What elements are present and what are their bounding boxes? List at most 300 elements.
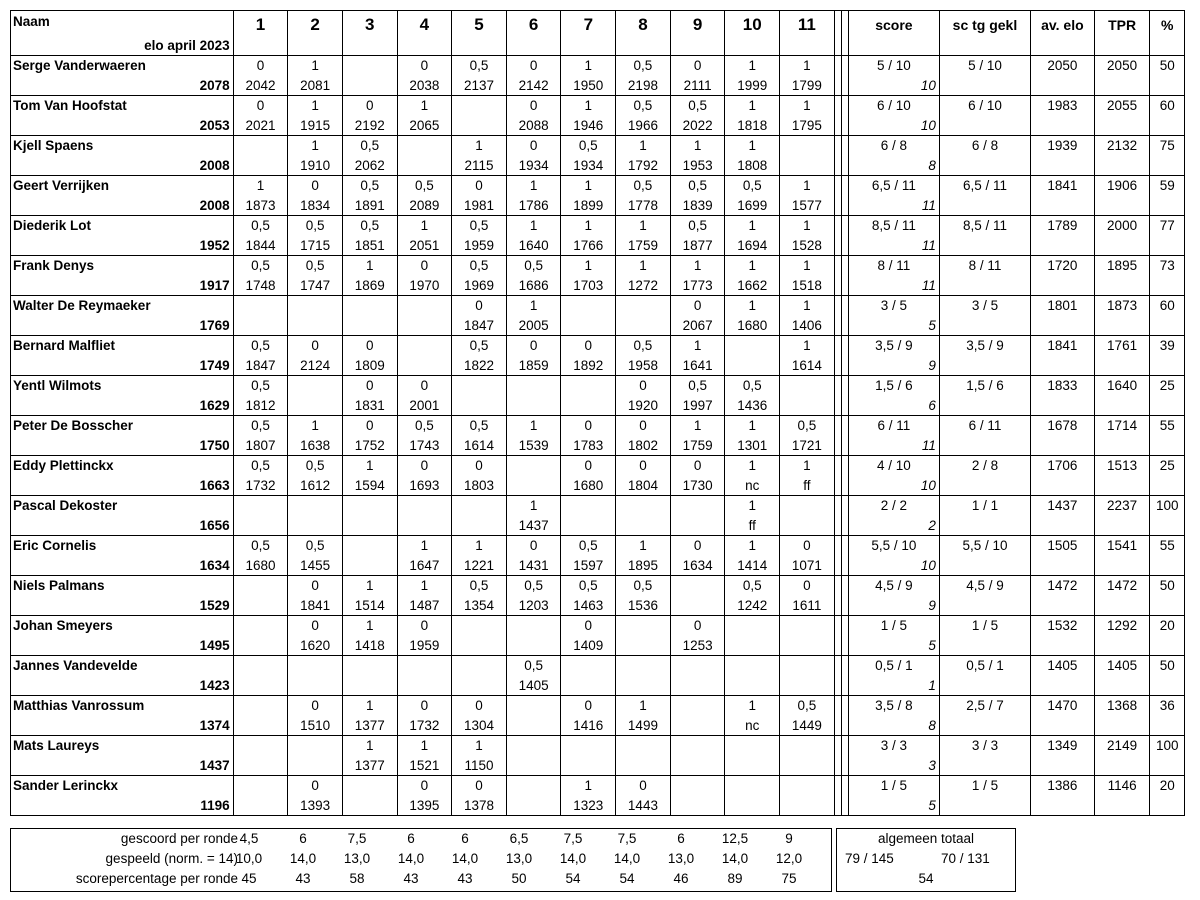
tpr-value: 1873 bbox=[1107, 298, 1138, 313]
summary-value: 50 bbox=[511, 871, 527, 886]
round-summary bbox=[10, 828, 832, 892]
opponent-elo: 1743 bbox=[409, 438, 440, 453]
round-result-cell bbox=[342, 496, 397, 536]
pct-cell bbox=[1150, 336, 1185, 376]
player-elo: 1656 bbox=[199, 518, 230, 533]
round-result-cell bbox=[397, 736, 452, 776]
round-result: 0 bbox=[693, 458, 702, 473]
round-result: 0,5 bbox=[305, 538, 325, 553]
round-result: 0 bbox=[475, 178, 483, 193]
round-result: 1 bbox=[584, 58, 593, 73]
header-row bbox=[11, 11, 1185, 56]
round-result: 1 bbox=[693, 418, 702, 433]
opponent-elo: 1792 bbox=[627, 158, 658, 173]
round-result-cell bbox=[780, 296, 835, 336]
round-result: 0,5 bbox=[305, 458, 325, 473]
round-result-cell bbox=[288, 416, 343, 456]
opponent-elo: 1818 bbox=[737, 118, 768, 133]
pct-value: 50 bbox=[1159, 578, 1175, 593]
tpr-value: 2149 bbox=[1107, 738, 1138, 753]
tpr-header: TPR bbox=[1094, 11, 1150, 56]
av-elo-value: 1470 bbox=[1047, 698, 1078, 713]
round-result-cell bbox=[561, 296, 616, 336]
opponent-elo: 1393 bbox=[300, 798, 331, 813]
round-result-cell bbox=[342, 576, 397, 616]
round-result-cell bbox=[233, 696, 288, 736]
round-result: 0,5 bbox=[414, 418, 434, 433]
sc-tg-value: 8 / 11 bbox=[968, 258, 1002, 273]
pct-cell bbox=[1150, 96, 1185, 136]
tpr-cell bbox=[1094, 536, 1150, 576]
games-played: 5 bbox=[928, 318, 936, 333]
round-result-cell bbox=[725, 56, 780, 96]
round-header: 7 bbox=[561, 11, 616, 56]
pct-value: 39 bbox=[1159, 338, 1175, 353]
games-played: 8 bbox=[928, 718, 936, 733]
score-cell bbox=[848, 536, 939, 576]
opponent-elo: 1694 bbox=[737, 238, 768, 253]
round-result-cell bbox=[616, 616, 671, 656]
round-result-cell bbox=[233, 656, 288, 696]
player-cell bbox=[11, 176, 234, 216]
opponent-elo: 1647 bbox=[409, 558, 440, 573]
games-played: 3 bbox=[928, 758, 936, 773]
round-result: 1 bbox=[639, 138, 647, 153]
score-cell bbox=[848, 616, 939, 656]
player-elo: 1423 bbox=[199, 678, 230, 693]
round-result: 0,5 bbox=[742, 578, 762, 593]
opponent-elo: 1221 bbox=[464, 558, 495, 573]
round-result: 1 bbox=[584, 178, 593, 193]
opponent-elo: 1431 bbox=[518, 558, 549, 573]
av-elo-value: 1505 bbox=[1047, 538, 1078, 553]
tpr-cell bbox=[1094, 96, 1150, 136]
round-result: 1 bbox=[529, 498, 538, 513]
round-result-cell bbox=[616, 296, 671, 336]
opponent-elo: 1834 bbox=[300, 198, 331, 213]
round-result-cell bbox=[780, 536, 835, 576]
player-elo: 1750 bbox=[199, 438, 230, 453]
round-result-cell bbox=[233, 296, 288, 336]
round-result: 0,5 bbox=[524, 578, 544, 593]
round-result-cell bbox=[561, 776, 616, 816]
round-result-cell bbox=[342, 56, 397, 96]
round-result: 0 bbox=[420, 258, 429, 273]
summary-row bbox=[11, 869, 831, 889]
round-result-cell bbox=[288, 536, 343, 576]
pct-value: 36 bbox=[1159, 698, 1175, 713]
total-score-counted: 70 / 131 bbox=[941, 851, 990, 866]
round-result-cell bbox=[233, 376, 288, 416]
player-name: Johan Smeyers bbox=[13, 618, 113, 633]
results-table bbox=[10, 10, 1185, 816]
round-result-cell bbox=[561, 456, 616, 496]
separator-cell bbox=[841, 776, 848, 816]
round-result: 0 bbox=[311, 778, 319, 793]
round-result-cell bbox=[397, 296, 452, 336]
round-result-cell bbox=[342, 696, 397, 736]
round-result-cell bbox=[616, 336, 671, 376]
tpr-cell bbox=[1094, 736, 1150, 776]
pct-cell bbox=[1150, 696, 1185, 736]
opponent-elo: 2067 bbox=[682, 318, 713, 333]
round-result-cell bbox=[780, 336, 835, 376]
table-row bbox=[11, 536, 1185, 576]
separator-cell bbox=[841, 656, 848, 696]
round-result-cell bbox=[342, 136, 397, 176]
opponent-elo: 1638 bbox=[300, 438, 331, 453]
round-result-cell bbox=[616, 256, 671, 296]
round-result: 0,5 bbox=[688, 178, 707, 193]
round-result-cell bbox=[506, 296, 561, 336]
round-result: 1 bbox=[584, 98, 593, 113]
round-result-cell bbox=[288, 96, 343, 136]
opponent-elo: 1899 bbox=[573, 198, 604, 213]
opponent-elo: 1528 bbox=[791, 238, 822, 253]
pct-value: 59 bbox=[1159, 178, 1175, 193]
round-result-cell bbox=[670, 736, 725, 776]
summary-value: 9 bbox=[785, 831, 793, 846]
opponent-elo: 1804 bbox=[627, 478, 658, 493]
opponent-elo: 1732 bbox=[409, 718, 440, 733]
round-result: 0,5 bbox=[578, 538, 598, 553]
table-row bbox=[11, 56, 1185, 96]
player-cell bbox=[11, 696, 234, 736]
round-result-cell bbox=[397, 576, 452, 616]
round-result-cell bbox=[670, 256, 725, 296]
sc-tg-value: 5,5 / 10 bbox=[962, 538, 1008, 553]
round-result-cell bbox=[342, 536, 397, 576]
opponent-elo: 1831 bbox=[354, 398, 385, 413]
opponent-elo: 1699 bbox=[737, 198, 768, 213]
tpr-value: 2050 bbox=[1107, 58, 1138, 73]
round-result: 0,5 bbox=[360, 178, 380, 193]
separator-cell bbox=[834, 416, 841, 456]
sc-tg-value: 6,5 / 11 bbox=[962, 178, 1007, 193]
round-result: 1 bbox=[311, 418, 319, 433]
opponent-elo: 1715 bbox=[300, 238, 331, 253]
separator-cell bbox=[834, 376, 841, 416]
round-result: 0,5 bbox=[251, 218, 270, 233]
av-elo-cell bbox=[1031, 56, 1095, 96]
round-result-cell bbox=[725, 696, 780, 736]
round-result-cell bbox=[670, 216, 725, 256]
av-elo-value: 1678 bbox=[1047, 418, 1078, 433]
round-result: 0,5 bbox=[251, 538, 270, 553]
round-result-cell bbox=[452, 336, 507, 376]
pct-value: 50 bbox=[1159, 58, 1175, 73]
player-elo: 2008 bbox=[199, 198, 230, 213]
opponent-elo: 1377 bbox=[354, 758, 385, 773]
summary-value: 54 bbox=[565, 871, 581, 886]
summary-label: scorepercentage per ronde bbox=[75, 871, 238, 886]
pct-value: 60 bbox=[1159, 98, 1175, 113]
tpr-value: 1368 bbox=[1107, 698, 1138, 713]
round-result: 1 bbox=[639, 218, 647, 233]
opponent-elo: 1597 bbox=[573, 558, 604, 573]
separator-cell bbox=[834, 11, 841, 56]
round-result: 1 bbox=[693, 138, 702, 153]
round-result-cell bbox=[670, 376, 725, 416]
round-result-cell bbox=[342, 336, 397, 376]
round-result: 1 bbox=[365, 458, 374, 473]
summary-value: 10,0 bbox=[235, 851, 263, 866]
av-elo-value: 1405 bbox=[1047, 658, 1078, 673]
round-result-cell bbox=[670, 136, 725, 176]
round-result: 0 bbox=[803, 578, 811, 593]
round-result: 0,5 bbox=[578, 578, 598, 593]
round-result: 1 bbox=[584, 258, 593, 273]
sc-tg-cell bbox=[939, 216, 1030, 256]
round-result-cell bbox=[452, 496, 507, 536]
round-result-cell bbox=[725, 376, 780, 416]
pct-cell bbox=[1150, 256, 1185, 296]
round-result-cell bbox=[561, 536, 616, 576]
round-result-cell bbox=[397, 616, 452, 656]
opponent-elo: 1920 bbox=[627, 398, 658, 413]
round-result-cell bbox=[670, 296, 725, 336]
player-cell bbox=[11, 96, 234, 136]
av-elo-value: 1386 bbox=[1047, 778, 1078, 793]
round-result-cell bbox=[670, 176, 725, 216]
round-result-cell bbox=[288, 736, 343, 776]
round-result: 1 bbox=[365, 738, 374, 753]
pct-value: 50 bbox=[1159, 658, 1175, 673]
round-result-cell bbox=[452, 536, 507, 576]
pct-cell bbox=[1150, 776, 1185, 816]
round-result: 1 bbox=[748, 258, 756, 273]
round-result-cell bbox=[725, 416, 780, 456]
round-result-cell bbox=[288, 456, 343, 496]
round-result: 0,5 bbox=[797, 698, 817, 713]
opponent-elo: 1946 bbox=[573, 118, 604, 133]
opponent-elo: 1877 bbox=[682, 238, 713, 253]
player-rows bbox=[11, 56, 1185, 816]
round-result: 0,5 bbox=[688, 218, 707, 233]
separator-cell bbox=[834, 56, 841, 96]
round-result: 1 bbox=[803, 178, 811, 193]
score-cell bbox=[848, 176, 939, 216]
table-row bbox=[11, 336, 1185, 376]
sc-tg-cell bbox=[939, 456, 1030, 496]
table-row bbox=[11, 136, 1185, 176]
round-result: 0,5 bbox=[251, 418, 270, 433]
round-result: 1 bbox=[529, 418, 538, 433]
opponent-elo: 1414 bbox=[737, 558, 768, 573]
player-cell bbox=[11, 776, 234, 816]
score-value: 5 / 10 bbox=[876, 58, 911, 73]
summary-value: 14,0 bbox=[397, 851, 425, 866]
tpr-value: 1405 bbox=[1107, 658, 1138, 673]
round-result-cell bbox=[233, 176, 288, 216]
sc-tg-cell bbox=[939, 696, 1030, 736]
opponent-elo: 2192 bbox=[354, 118, 385, 133]
sc-tg-cell bbox=[939, 96, 1030, 136]
summary-value: 7,5 bbox=[617, 831, 637, 846]
opponent-elo: 1822 bbox=[464, 358, 495, 373]
round-result-cell bbox=[561, 696, 616, 736]
tpr-value: 1906 bbox=[1107, 178, 1138, 193]
separator-cell bbox=[834, 96, 841, 136]
round-result: 1 bbox=[803, 338, 811, 353]
tpr-cell bbox=[1094, 256, 1150, 296]
round-result-cell bbox=[452, 56, 507, 96]
av-elo-cell bbox=[1031, 536, 1095, 576]
opponent-elo: 1786 bbox=[518, 198, 549, 213]
opponent-elo: 1686 bbox=[518, 278, 549, 293]
elo-header-label: elo april 2023 bbox=[144, 38, 230, 53]
opponent-elo: 2115 bbox=[464, 158, 494, 173]
av-elo-cell bbox=[1031, 296, 1095, 336]
separator-cell bbox=[841, 11, 848, 56]
round-result-cell bbox=[725, 456, 780, 496]
opponent-elo: 1449 bbox=[791, 718, 822, 733]
opponent-elo: 1966 bbox=[627, 118, 658, 133]
round-result: 0 bbox=[639, 378, 647, 393]
round-result-cell bbox=[780, 176, 835, 216]
av-elo-cell bbox=[1031, 576, 1095, 616]
round-result-cell bbox=[342, 376, 397, 416]
opponent-elo: 1999 bbox=[737, 78, 768, 93]
sc-tg-value: 2,5 / 7 bbox=[966, 698, 1004, 713]
pct-cell bbox=[1150, 56, 1185, 96]
player-elo: 1196 bbox=[200, 798, 230, 813]
score-value: 1,5 / 6 bbox=[875, 378, 913, 393]
round-result-cell bbox=[561, 176, 616, 216]
tpr-value: 1472 bbox=[1107, 578, 1138, 593]
round-result: 1 bbox=[748, 138, 756, 153]
summary-value: 75 bbox=[781, 871, 797, 886]
separator-cell bbox=[841, 56, 848, 96]
round-result: 0,5 bbox=[469, 578, 489, 593]
av-elo-cell bbox=[1031, 696, 1095, 736]
round-result: 0 bbox=[365, 98, 374, 113]
round-result-cell bbox=[288, 376, 343, 416]
round-result: 1 bbox=[803, 218, 811, 233]
opponent-elo: 1539 bbox=[518, 438, 549, 453]
round-result: 1 bbox=[420, 538, 429, 553]
score-value: 6,5 / 11 bbox=[871, 178, 916, 193]
round-result: 0 bbox=[420, 458, 429, 473]
tpr-value: 1895 bbox=[1107, 258, 1138, 273]
round-result-cell bbox=[452, 256, 507, 296]
player-name: Geert Verrijken bbox=[13, 178, 110, 193]
score-cell bbox=[848, 776, 939, 816]
round-result: 0,5 bbox=[469, 58, 489, 73]
opponent-elo: 1910 bbox=[300, 158, 331, 173]
round-result-cell bbox=[506, 456, 561, 496]
opponent-elo: 2198 bbox=[627, 78, 658, 93]
table-row bbox=[11, 376, 1185, 416]
round-result-cell bbox=[616, 496, 671, 536]
round-result-cell bbox=[233, 56, 288, 96]
round-result: 0,5 bbox=[469, 258, 489, 273]
round-result: 1 bbox=[693, 338, 702, 353]
opponent-elo: 1594 bbox=[354, 478, 385, 493]
round-result: 0,5 bbox=[469, 218, 489, 233]
round-result: 0,5 bbox=[469, 338, 489, 353]
sc-tg-value: 3 / 3 bbox=[971, 738, 999, 753]
round-result-cell bbox=[342, 416, 397, 456]
score-cell bbox=[848, 496, 939, 536]
round-result-cell bbox=[561, 336, 616, 376]
round-result-cell bbox=[670, 496, 725, 536]
round-result-cell bbox=[233, 136, 288, 176]
round-result: 1 bbox=[803, 298, 811, 313]
player-name: Matthias Vanrossum bbox=[13, 698, 145, 713]
score-value: 4,5 / 9 bbox=[875, 578, 913, 593]
name-header-label: Naam bbox=[13, 14, 50, 29]
round-result-cell bbox=[725, 616, 780, 656]
round-result-cell bbox=[616, 176, 671, 216]
table-row bbox=[11, 776, 1185, 816]
round-result: 0 bbox=[693, 618, 702, 633]
round-result-cell bbox=[670, 616, 725, 656]
round-result-cell bbox=[397, 416, 452, 456]
sc-tg-value: 6 / 8 bbox=[971, 138, 999, 153]
round-result: 0,5 bbox=[742, 378, 762, 393]
player-elo: 1374 bbox=[199, 718, 230, 733]
round-result: 0 bbox=[584, 338, 593, 353]
round-result: 1 bbox=[803, 458, 811, 473]
round-result-cell bbox=[670, 776, 725, 816]
round-result-cell bbox=[233, 776, 288, 816]
round-result-cell bbox=[780, 136, 835, 176]
round-result-cell bbox=[452, 296, 507, 336]
tpr-value: 1513 bbox=[1107, 458, 1138, 473]
round-result-cell bbox=[780, 96, 835, 136]
round-result: 1 bbox=[529, 178, 538, 193]
round-result-cell bbox=[342, 656, 397, 696]
round-result-cell bbox=[616, 216, 671, 256]
av-elo-cell bbox=[1031, 376, 1095, 416]
pct-value: 60 bbox=[1159, 298, 1175, 313]
opponent-elo: 1859 bbox=[518, 358, 549, 373]
round-result-cell bbox=[288, 576, 343, 616]
round-result-cell bbox=[452, 776, 507, 816]
pct-value: 20 bbox=[1159, 778, 1175, 793]
separator-cell bbox=[834, 536, 841, 576]
score-cell bbox=[848, 376, 939, 416]
round-result-cell bbox=[342, 256, 397, 296]
opponent-elo: 1969 bbox=[464, 278, 495, 293]
round-result-cell bbox=[725, 496, 780, 536]
round-result: 0 bbox=[584, 418, 593, 433]
table-row bbox=[11, 656, 1185, 696]
round-result: 0 bbox=[584, 618, 593, 633]
round-result-cell bbox=[725, 216, 780, 256]
round-result: 1 bbox=[803, 98, 811, 113]
round-result-cell bbox=[233, 576, 288, 616]
summary-value: 13,0 bbox=[505, 851, 533, 866]
round-result-cell bbox=[725, 576, 780, 616]
table-row bbox=[11, 296, 1185, 336]
summary-value: 12,0 bbox=[775, 851, 803, 866]
sc-tg-value: 1,5 / 6 bbox=[966, 378, 1004, 393]
round-result: 0 bbox=[420, 778, 429, 793]
summary-value: 14,0 bbox=[289, 851, 317, 866]
av-elo-value: 1801 bbox=[1047, 298, 1078, 313]
summary-value: 89 bbox=[727, 871, 743, 886]
opponent-elo: 1934 bbox=[573, 158, 604, 173]
opponent-elo: 1499 bbox=[627, 718, 658, 733]
round-result-cell bbox=[342, 456, 397, 496]
round-header: 5 bbox=[452, 11, 507, 56]
round-result-cell bbox=[616, 736, 671, 776]
round-result-cell bbox=[780, 256, 835, 296]
opponent-elo: 2142 bbox=[518, 78, 549, 93]
player-name: Frank Denys bbox=[13, 258, 95, 273]
